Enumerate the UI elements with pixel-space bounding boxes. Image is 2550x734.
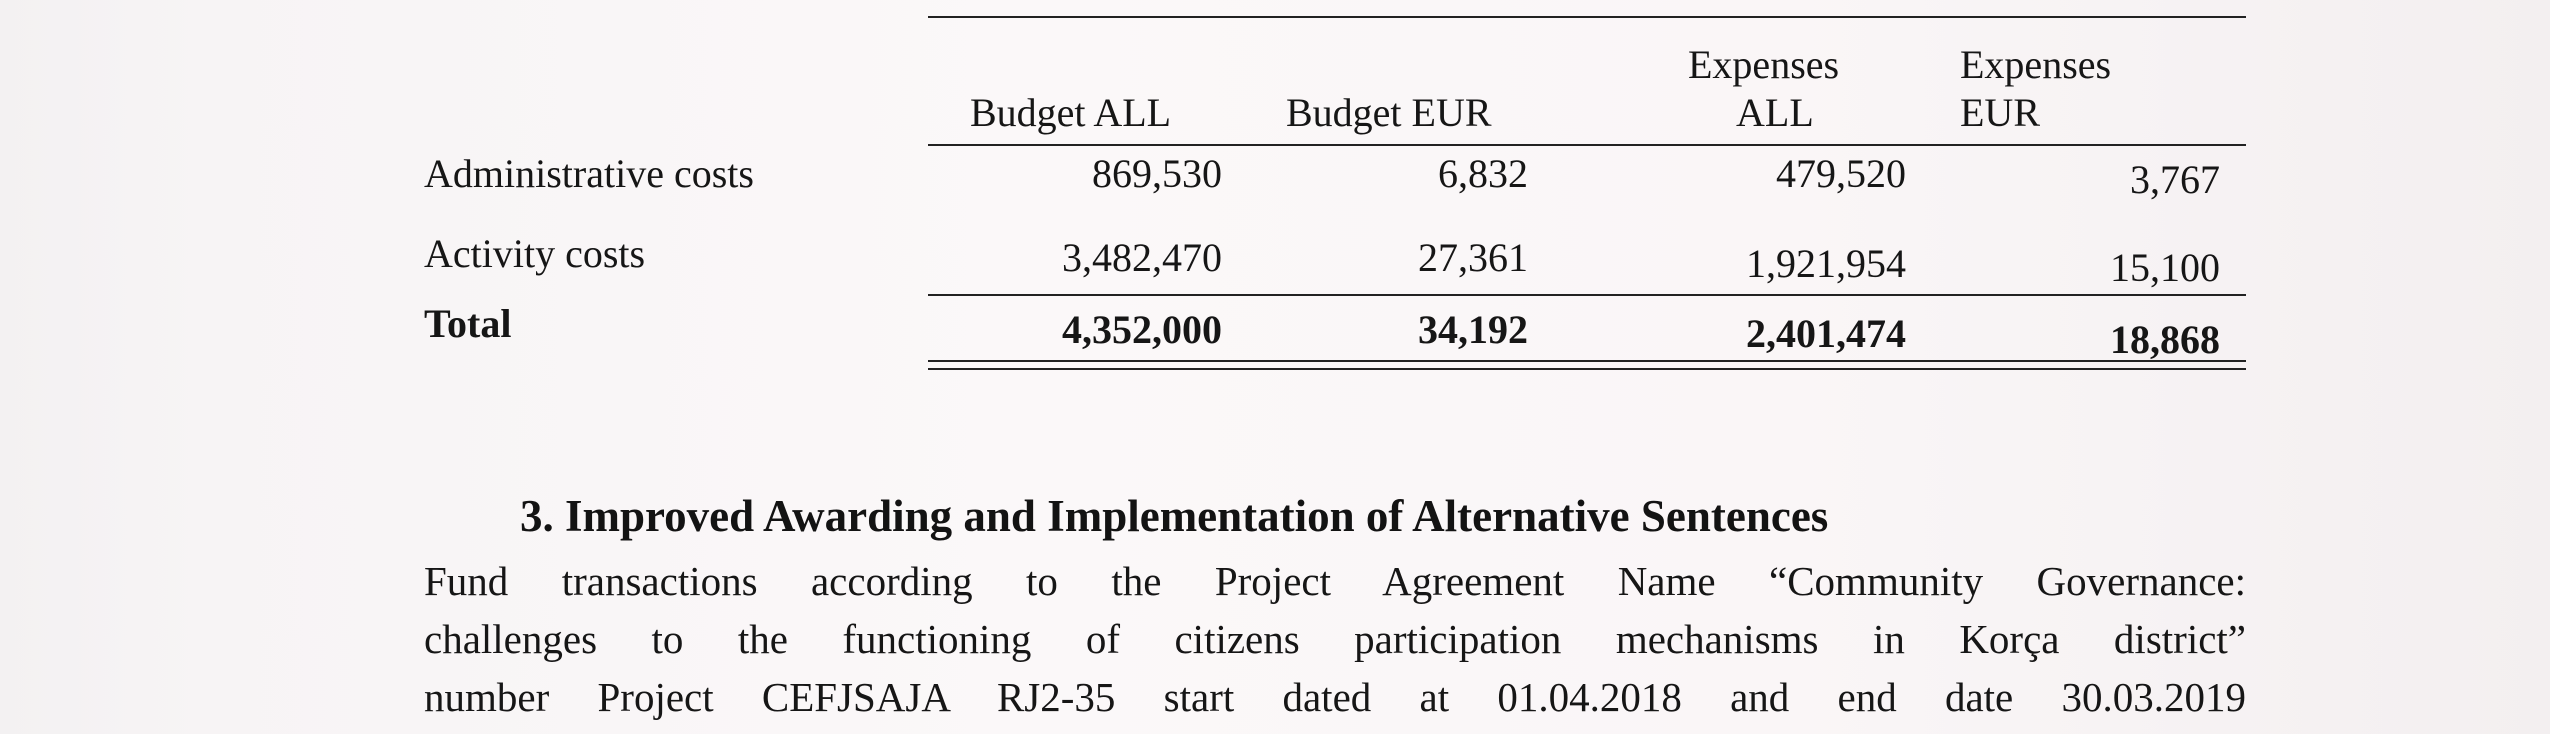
paragraph-line: challenges to the functioning of citizens participation mechanisms in Korça district”: [424, 616, 2246, 662]
section-paragraph: [424, 552, 2246, 726]
header-rule: [928, 144, 2246, 146]
header-budget-eur: Budget EUR: [1286, 90, 1492, 135]
cell-admin-budget-eur: 6,832: [1438, 151, 1528, 196]
cell-admin-expenses-eur: 3,767: [2130, 157, 2220, 202]
cell-admin-expenses-all: 479,520: [1776, 151, 1906, 196]
row-label-total: Total: [424, 301, 512, 346]
cell-total-expenses-all: 2,401,474: [1746, 311, 1906, 356]
header-expenses-all-line1: Expenses: [1688, 42, 1840, 87]
cell-activity-budget-all: 3,482,470: [1062, 235, 1222, 280]
total-double-rule-bottom: [928, 368, 2246, 370]
cell-activity-expenses-all: 1,921,954: [1746, 241, 1906, 286]
paragraph-line: number Project CEFJSAJA RJ2-35 start dated at 01.04.2018 and end date 30.03.2019: [424, 674, 2246, 720]
cell-total-expenses-eur: 18,868: [2110, 317, 2220, 362]
header-expenses-all-line2: ALL: [1736, 90, 1814, 135]
row-label-administrative: Administrative costs: [424, 151, 754, 196]
paragraph-line: Fund transactions according to the Project Agreement Name “Community Governance:: [424, 558, 2246, 604]
header-expenses-eur-line2: EUR: [1960, 90, 2040, 135]
cell-admin-budget-all-val: 869,530: [1092, 151, 1222, 196]
section-heading: 3. Improved Awarding and Implementation of Alternative Sentences: [520, 491, 1829, 541]
header-expenses-eur-line1: Expenses: [1960, 42, 2112, 87]
row-label-activity: Activity costs: [424, 231, 646, 276]
cell-total-budget-eur: 34,192: [1418, 307, 1528, 352]
cell-total-budget-all: 4,352,000: [1062, 307, 1222, 352]
cell-activity-expenses-eur: 15,100: [2110, 245, 2220, 290]
total-top-rule: [928, 294, 2246, 296]
top-table-rule: [928, 16, 2246, 18]
cell-activity-budget-eur: 27,361: [1418, 235, 1528, 280]
header-budget-all: Budget ALL: [970, 90, 1172, 135]
